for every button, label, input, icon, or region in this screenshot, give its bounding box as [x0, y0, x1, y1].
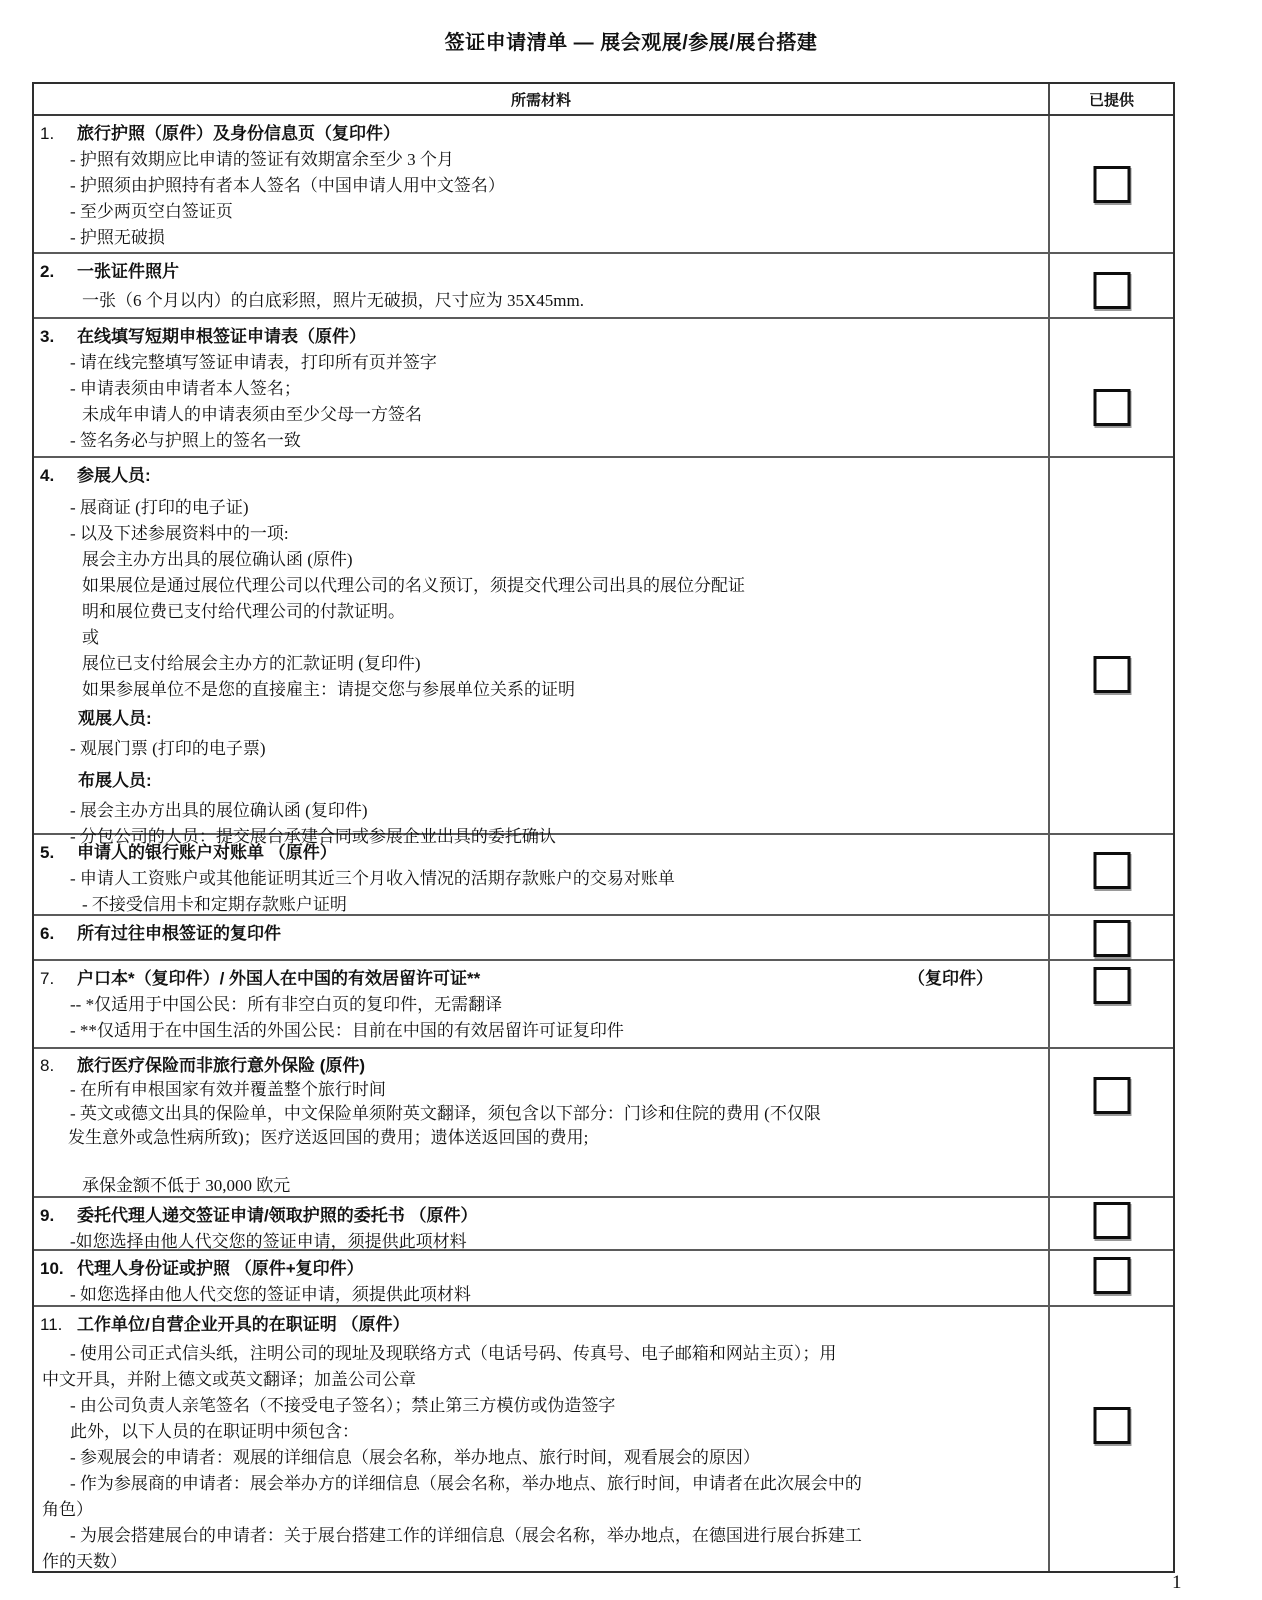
- page-title: 签证申请清单 — 展会观展/参展/展台搭建: [444, 32, 818, 54]
- item-number: 9.: [40, 1206, 55, 1225]
- provided-checkbox[interactable]: [1093, 166, 1130, 203]
- table-row: [34, 456, 1173, 846]
- item-title: 委托代理人递交签证申请/领取护照的委托书 （原件）: [77, 1206, 478, 1225]
- item-text-line: - 至少两页空白签证页: [70, 202, 233, 221]
- item-title: 一张证件照片: [77, 262, 179, 281]
- provided-cell: [1050, 1049, 1173, 1196]
- table-row: [34, 116, 1173, 252]
- item-title: 申请人的银行账户对账单 （原件）: [77, 843, 337, 862]
- item-title: 旅行医疗保险而非旅行意外保险 (原件): [77, 1056, 366, 1075]
- item-text-line: - 为展会搭建展台的申请者：关于展台搭建工作的详细信息（展会名称，举办地点，在德国进行展台拆建工: [70, 1526, 862, 1545]
- item-text-line: - 分包公司的人员：提交展台承建合同或参展企业出具的委托确认: [70, 827, 556, 846]
- materials-cell: [34, 1049, 1050, 1196]
- item-title-line: [40, 259, 1048, 285]
- item-text-line: - 不接受信用卡和定期存款账户证明: [82, 895, 347, 914]
- item-text-line: 一张（6 个月以内）的白底彩照，照片无破损，尺寸应为 35X45mm.: [82, 291, 584, 310]
- item-text-line: 展会主办方出具的展位确认函 (原件): [82, 550, 353, 569]
- provided-checkbox[interactable]: [1093, 920, 1130, 957]
- item-text-line: - 展会主办方出具的展位确认函 (复印件): [70, 801, 368, 820]
- item-text-line: 展位已支付给展会主办方的汇款证明 (复印件): [82, 654, 421, 673]
- item-title: 户口本*（复印件）/ 外国人在中国的有效居留许可证**: [77, 969, 481, 988]
- item-text-line: 或: [82, 628, 99, 647]
- item-title-line: [40, 1256, 1048, 1282]
- materials-cell: [34, 116, 1050, 252]
- table-row: [34, 317, 1173, 456]
- item-number: 11.: [40, 1315, 63, 1334]
- item-text-line: 此外，以下人员的在职证明中须包含：: [70, 1422, 359, 1441]
- provided-checkbox[interactable]: [1093, 1077, 1130, 1114]
- materials-cell: [34, 961, 1050, 1047]
- table-body: [34, 116, 1173, 1571]
- table-row: [34, 914, 1173, 959]
- item-title: 在线填写短期申根签证申请表（原件）: [77, 327, 366, 346]
- materials-cell: [34, 1251, 1050, 1305]
- materials-cell: [34, 835, 1050, 914]
- item-title: 参展人员:: [77, 466, 151, 485]
- item-text-line: 作的天数）: [42, 1552, 127, 1571]
- item-text-line: 如果展位是通过展位代理公司以代理公司的名义预订，须提交代理公司出具的展位分配证: [82, 576, 745, 595]
- item-number: 8.: [40, 1056, 55, 1075]
- item-text-line: - 护照须由护照持有者本人签名（中国申请人用中文签名）: [70, 176, 505, 195]
- item-title-line: [40, 921, 1048, 947]
- item-number: 3.: [40, 327, 55, 346]
- item-number: 2.: [40, 262, 55, 281]
- table-header-row: [34, 84, 1173, 116]
- item-text-line: 未成年申请人的申请表须由至少父母一方签名: [82, 405, 422, 424]
- provided-checkbox[interactable]: [1093, 272, 1130, 309]
- item-text-line: - 展商证 (打印的电子证): [70, 498, 249, 517]
- item-text-line: -- *仅适用于中国公民：所有非空白页的复印件，无需翻译: [70, 995, 503, 1014]
- item-text-line: - 请在线完整填写签证申请表，打印所有页并签字: [70, 353, 437, 372]
- item-title: 工作单位/自营企业开具的在职证明 （原件）: [77, 1315, 410, 1334]
- provided-checkbox[interactable]: [1093, 1257, 1130, 1294]
- provided-cell: [1050, 916, 1173, 959]
- item-number: 7.: [40, 969, 55, 988]
- provided-checkbox[interactable]: [1093, 852, 1130, 889]
- item-title-line: [40, 840, 1048, 866]
- table-row: [34, 1196, 1173, 1249]
- item-text-line: - 护照有效期应比申请的签证有效期富余至少 3 个月: [70, 150, 454, 169]
- item-title-line: [40, 463, 1048, 489]
- item-text-line: 观展人员:: [78, 709, 152, 728]
- materials-cell: [34, 319, 1050, 456]
- provided-cell: [1050, 458, 1173, 833]
- item-title-line: [40, 324, 1048, 350]
- item-number: 4.: [40, 466, 55, 485]
- provided-cell: [1050, 116, 1173, 252]
- materials-cell: [34, 916, 1050, 959]
- item-title: 所有过往申根签证的复印件: [77, 924, 281, 943]
- item-text-line: -如您选择由他人代交您的签证申请，须提供此项材料: [70, 1232, 467, 1251]
- provided-cell: [1050, 1307, 1173, 1571]
- table-row: [34, 1305, 1173, 1571]
- item-text-line: - 签名务必与护照上的签名一致: [70, 431, 301, 450]
- item-number: 5.: [40, 843, 55, 862]
- item-title-suffix: （复印件）: [908, 969, 993, 988]
- item-text-line: - 如您选择由他人代交您的签证申请，须提供此项材料: [70, 1285, 471, 1304]
- provided-cell: [1050, 254, 1173, 317]
- provided-checkbox[interactable]: [1093, 1202, 1130, 1239]
- item-text-line: - 以及下述参展资料中的一项:: [70, 524, 289, 543]
- item-text-line: 布展人员:: [78, 771, 152, 790]
- item-title-line: [40, 966, 1048, 992]
- provided-cell: [1050, 319, 1173, 456]
- column-header-provided: 已提供: [1088, 91, 1134, 109]
- provided-checkbox[interactable]: [1093, 1407, 1130, 1444]
- item-text-line: - 观展门票 (打印的电子票): [70, 739, 266, 758]
- table-row: [34, 1249, 1173, 1305]
- item-text-line: [40, 1150, 1048, 1174]
- item-number: 10.: [40, 1259, 64, 1278]
- item-text-line: 角色）: [42, 1500, 93, 1519]
- table-row: [34, 1047, 1173, 1196]
- page-number: 1: [1172, 1572, 1182, 1593]
- column-header-materials: 所需材料: [34, 84, 1050, 114]
- checklist-table: [32, 82, 1175, 1573]
- materials-cell: [34, 458, 1050, 846]
- provided-checkbox[interactable]: [1093, 389, 1130, 426]
- item-text-line: - 由公司负责人亲笔签名（不接受电子签名）；禁止第三方模仿或伪造签字: [70, 1396, 616, 1415]
- materials-cell: [34, 1307, 1050, 1571]
- item-text-line: 中文开具，并附上德文或英文翻译；加盖公司公章: [42, 1370, 416, 1389]
- provided-cell: [1050, 961, 1173, 1047]
- item-text-line: - 申请表须由申请者本人签名；: [70, 379, 301, 398]
- provided-cell: [1050, 1251, 1173, 1305]
- item-title-line: [40, 1054, 1048, 1078]
- item-title-line: [40, 1203, 1048, 1229]
- item-number: 1.: [40, 124, 55, 143]
- item-text-line: 承保金额不低于 30,000 欧元: [82, 1176, 291, 1195]
- item-title: 旅行护照（原件）及身份信息页（复印件）: [77, 124, 400, 143]
- materials-cell: [34, 254, 1050, 317]
- item-text-line: 发生意外或急性病所致)；医疗送返回国的费用；遗体送返回国的费用;: [68, 1128, 589, 1147]
- item-text-line: - 在所有申根国家有效并覆盖整个旅行时间: [70, 1080, 386, 1099]
- item-title-line: [40, 121, 1048, 147]
- table-row: [34, 959, 1173, 1047]
- table-row: [34, 252, 1173, 317]
- item-title-line: [40, 1312, 1048, 1338]
- provided-cell: [1050, 1198, 1173, 1249]
- item-text-line: - 英文或德文出具的保险单，中文保险单须附英文翻译，须包含以下部分：门诊和住院的费用 (不仅限: [70, 1104, 821, 1123]
- provided-cell: [1050, 835, 1173, 914]
- provided-checkbox[interactable]: [1093, 967, 1130, 1004]
- item-text-line: - 申请人工资账户或其他能证明其近三个月收入情况的活期存款账户的交易对账单: [70, 869, 675, 888]
- item-text-line: - 使用公司正式信头纸，注明公司的现址及现联络方式（电话号码、传真号、电子邮箱和网站主页）；用: [70, 1344, 837, 1363]
- item-text-line: - 作为参展商的申请者：展会举办方的详细信息（展会名称，举办地点、旅行时间，申请者在此次展会中的: [70, 1474, 862, 1493]
- item-text-line: - 参观展会的申请者：观展的详细信息（展会名称，举办地点、旅行时间，观看展会的原因）: [70, 1448, 760, 1467]
- item-text-line: 如果参展单位不是您的直接雇主：请提交您与参展单位关系的证明: [82, 680, 575, 699]
- item-title: 代理人身份证或护照 （原件+复印件）: [77, 1259, 364, 1278]
- item-number: 6.: [40, 924, 55, 943]
- table-row: [34, 833, 1173, 914]
- materials-cell: [34, 1198, 1050, 1249]
- provided-checkbox[interactable]: [1093, 656, 1130, 693]
- item-text-line: 明和展位费已支付给代理公司的付款证明。: [82, 602, 405, 621]
- item-text-line: - 护照无破损: [70, 228, 165, 247]
- item-text-line: - **仅适用于在中国生活的外国公民：目前在中国的有效居留许可证复印件: [70, 1021, 624, 1040]
